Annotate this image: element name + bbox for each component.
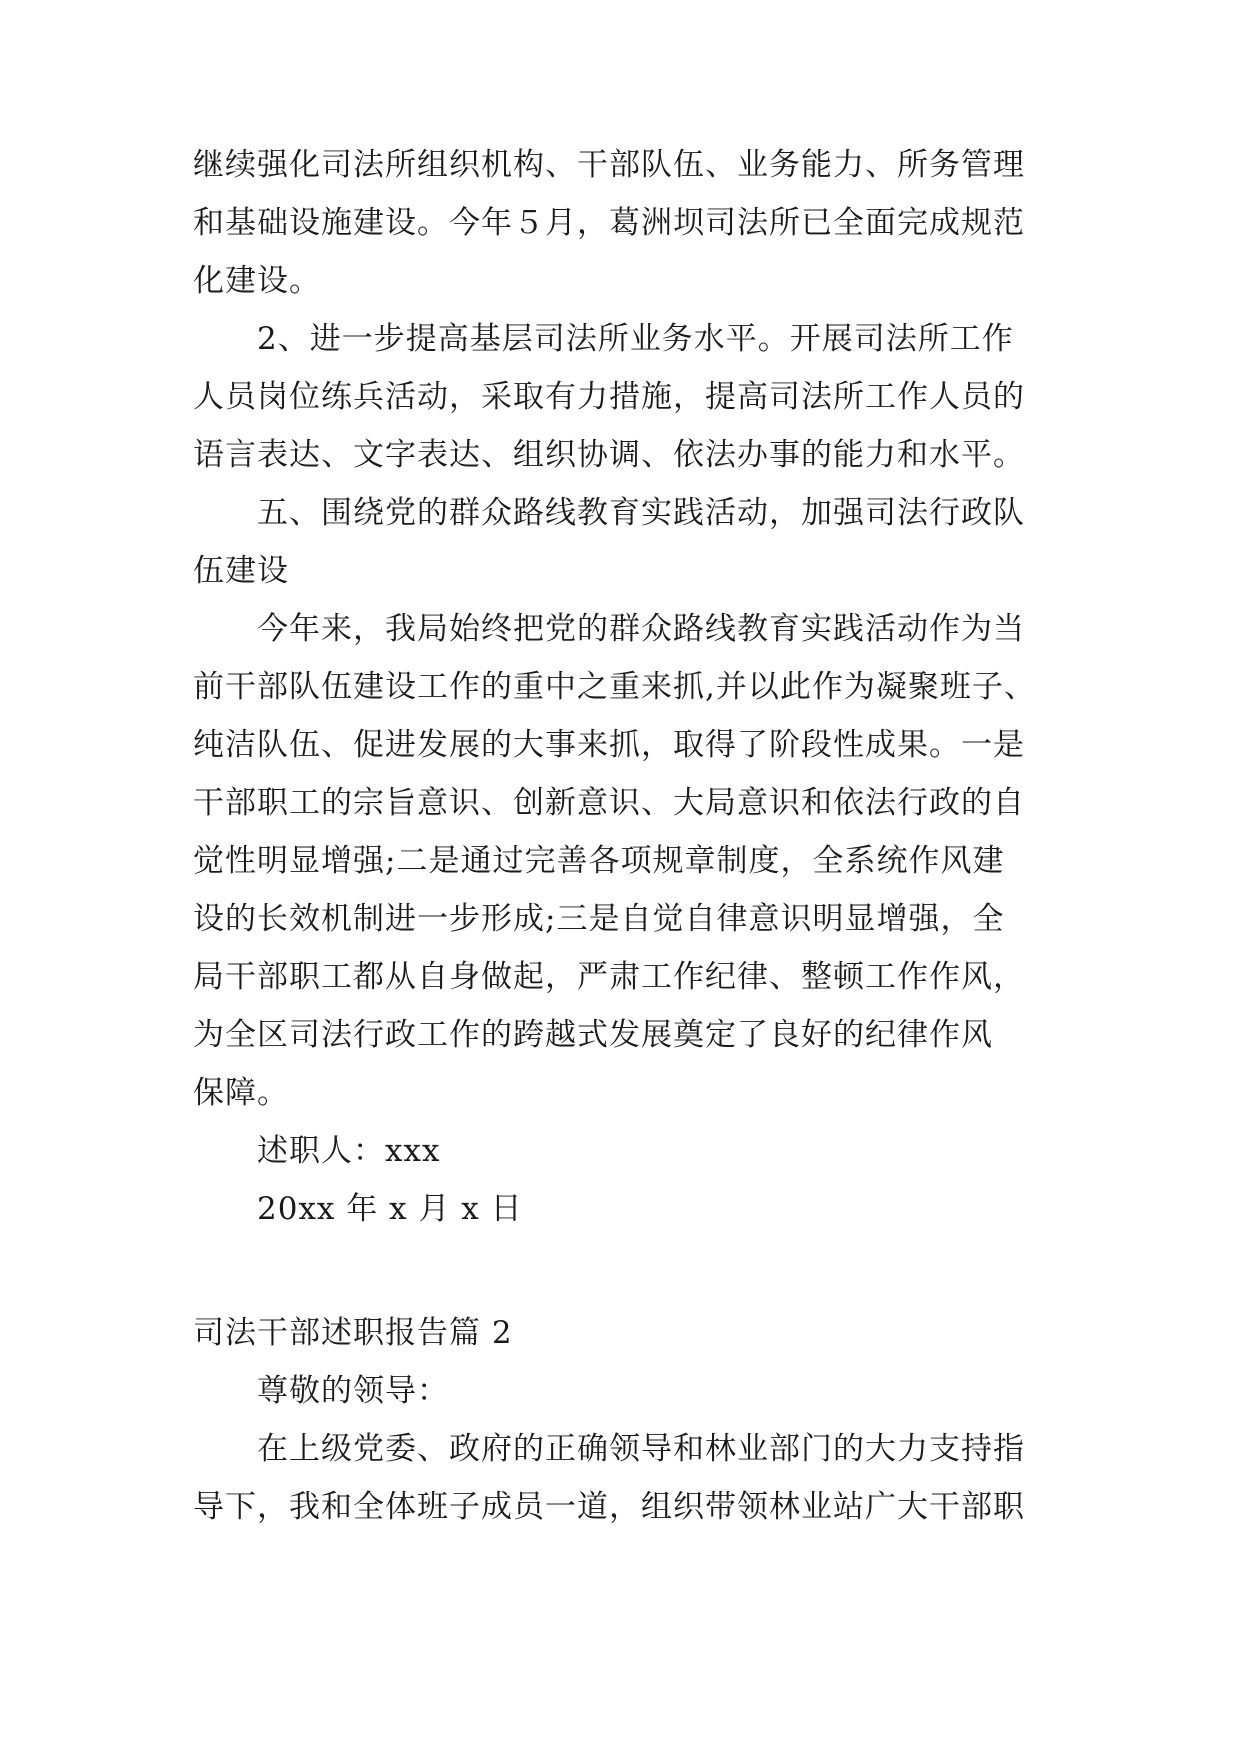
text-line: 觉性明显增强;二是通过完善各项规章制度，全系统作风建: [193, 843, 1005, 879]
date-line: 20xx 年 x 月 x 日: [257, 1191, 523, 1227]
text-line: 局干部职工都从自身做起，严肃工作纪律、整顿工作作风，: [193, 959, 1025, 995]
text-line: 语言表达、文字表达、组织协调、依法办事的能力和水平。: [193, 437, 1025, 473]
text-line: 设的长效机制进一步形成;三是自觉自律意识明显增强，全: [193, 901, 1005, 937]
text-line: 继续强化司法所组织机构、干部队伍、业务能力、所务管理: [193, 147, 1025, 183]
text-line: 2、进一步提高基层司法所业务水平。开展司法所工作: [257, 321, 1014, 357]
text-line: 导下，我和全体班子成员一道，组织带领林业站广大干部职: [193, 1489, 1025, 1525]
text-line: 今年来，我局始终把党的群众路线教育实践活动作为当: [257, 611, 1025, 647]
section-title: 司法干部述职报告篇 2: [193, 1315, 513, 1351]
salutation-line: 尊敬的领导：: [257, 1373, 449, 1409]
text-line: 纯洁队伍、促进发展的大事来抓，取得了阶段性成果。一是: [193, 727, 1025, 763]
text-line: 保障。: [193, 1075, 289, 1111]
text-line: 化建设。: [193, 263, 321, 299]
document-body: [193, 136, 1053, 1536]
text-line: 为全区司法行政工作的跨越式发展奠定了良好的纪律作风: [193, 1017, 993, 1053]
text-line: 干部职工的宗旨意识、创新意识、大局意识和依法行政的自: [193, 785, 1025, 821]
text-line: 前干部队伍建设工作的重中之重来抓,并以此作为凝聚班子、: [193, 669, 1036, 705]
section-heading-line: 五、围绕党的群众路线教育实践活动，加强司法行政队: [257, 495, 1025, 531]
text-line: 和基础设施建设。今年５月，葛洲坝司法所已全面完成规范: [193, 205, 1025, 241]
section-spacer: [193, 1238, 1053, 1304]
text-line: 在上级党委、政府的正确领导和林业部门的大力支持指: [257, 1431, 1025, 1467]
section-heading-line: 伍建设: [193, 553, 289, 589]
signature-line: 述职人：xxx: [257, 1133, 441, 1169]
text-line: 人员岗位练兵活动，采取有力措施，提高司法所工作人员的: [193, 379, 1025, 415]
